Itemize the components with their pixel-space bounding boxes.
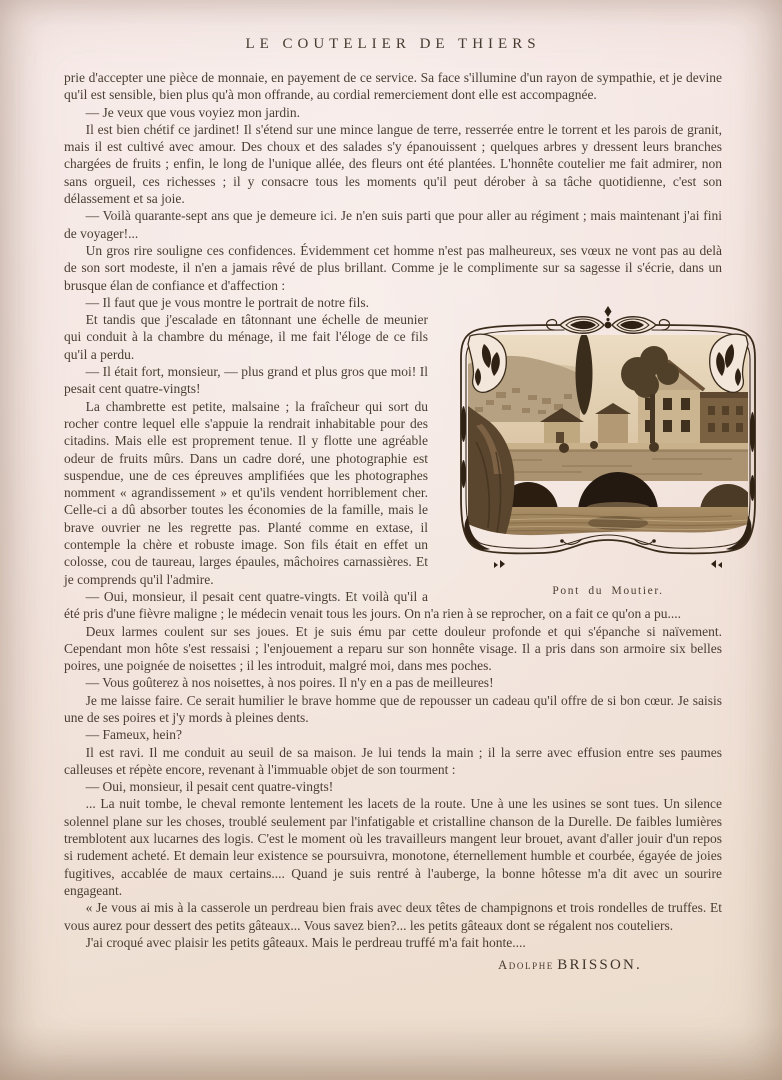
page-title: LE COUTELIER DE THIERS [245,36,541,52]
article-body [64,69,722,974]
author-signature [64,956,722,974]
text-paragraph: La chambrette est petite, malsaine ; la fraîcheur qui sort du rocher contre lequel elle s'appuie la rendrait inhabitable pour des citadins. Mais elle est proprement tenue. Il y flotte une agréable odeur de fruits mûrs. Dans un cadre doré, une photographie est suspendue, une de ces épreuves amplifiées que les photographes nomment « agrandissement » et qu'ils vendent horriblement cher. Celle-ci a dû absorber toutes les économies de la famille, mais le brave ouvrier ne les regrette pas. Planté comme en extase, il contemple la chère et robuste image. Son fils était en effet un colosse, cou de taureau, larges épaules, mâchoires carnassières. Et je comprends qu'il l'admire. [64,398,428,587]
text-paragraph: « Je vous ai mis à la casserole un perdreau bien frais avec deux têtes de champignons et trois rondelles de truffes. Et vous aurez pour dessert des petits gâteaux... Vous savez bien?... les petits gâteaux dont se régalent nos couteliers. [64,900,722,933]
dialogue-paragraph: — Vous goûterez à nos noisettes, à nos poires. Il n'y en a pas de meilleures! [85,675,494,691]
text-paragraph: Un gros rire souligne ces confidences. Évidemment cet homme n'est pas malheureux, ses vœux ne vont pas au delà de son sort modeste, il n'en a jamais rêvé de plus brillant. Comme je le complimente sur sa sagesse il s'écrie, dans un brusque élan de confiance et d'affection : [64,242,722,293]
dialogue-paragraph: — Voilà quarante-sept ans que je demeure ici. Je n'en suis parti que pour aller au régiment ; mais maintenant j'ai fini de voyager!... [64,208,722,241]
dialogue-paragraph: — Je veux que vous voyiez mon jardin. [85,104,301,120]
text-paragraph: Il est ravi. Il me conduit au seuil de sa maison. Je lui tends la main ; il la serre avec effusion entre ses paumes calleuses et répète encore, revenant à l'immuable objet de son tourment : [64,744,722,777]
text-paragraph: Je me laisse faire. Ce serait humilier le brave homme que de repousser un cadeau qu'il offre de si bon cœur. Je saisis une de ses poires et j'y mords à pleines dents. [64,692,722,725]
author-first-name: Adolphe [498,958,554,973]
dialogue-paragraph: — Fameux, hein? [85,727,182,743]
text-paragraph: Et tandis que j'escalade en tâtonnant une échelle de meunier qui conduit à la chambre du ménage, il me fait l'éloge de ce fils qu'il a perdu. [64,312,428,362]
dialogue-paragraph: — Oui, monsieur, il pesait cent quatre-vingts! [85,779,334,795]
author-last-name: BRISSON. [557,957,642,974]
dialogue-paragraph: — Il était fort, monsieur, — plus grand et plus gros que moi! Il pesait cent quatre-vingts! [64,364,428,397]
dialogue-paragraph: — Il faut que je vous montre le portrait de notre fils. [85,294,370,310]
photo-figure [442,302,774,600]
dialogue-paragraph: — Oui, monsieur, il pesait cent quatre-vingts. Et voilà qu'il a été pris d'une fièvre maligne ; le médecin venait tous les jours. On n'a rien à se reprocher, on a fait ce qu'on a pu.... [64,588,682,622]
text-paragraph: ... La nuit tombe, le cheval remonte lentement les lacets de la route. Une à une les usines se sont tues. Un silence solennel plane sur les choses, troublé seulement par l'infatigable et cristalline chanson de la Durelle. De faibles lumières tremblotent aux lucarnes des logis. C'est le moment où les travailleurs mangent leur brouet, avant d'aller jouir d'un repos si rudement acheté. Et demain leur existence se poursuivra, monotone, éternellement humble et courbée, égayée de joies fugitives, accablée de maux certains.... Quand je suis rentré à l'auberge, la bonne hôtesse m'a dit avec un sourire engageant. [64,796,722,898]
text-paragraph: prie d'accepter une pièce de monnaie, en payement de ce service. Sa face s'illumine d'un rayon de sympathie, et je devine qu'il est sensible, bien plus qu'à mon offrande, au cordial remerciement dont elle est accompagnée. [64,70,722,103]
text-paragraph: Il est bien chétif ce jardinet! Il s'étend sur une mince langue de terre, resserrée entre le torrent et les parois de granit, mais il est cultivé avec amour. Des choux et des salades s'y épanouissent ; quelques arbres y dressent leurs branches chargées de fruits ; enfin, le long de l'unique allée, des fleurs ont été plantées. L'honnête coutelier me fait admirer, non sans orgueil, ces richesses ; il y consacre tous les moments qu'il peut dérober à sa tâche quotidienne, c'est son délassement et sa joie. [64,121,722,207]
photo-caption: Pont du Moutier. [552,584,664,597]
text-paragraph: J'ai croqué avec plaisir les petits gâteaux. Mais le perdreau truffé m'a fait honte.... [85,934,526,950]
art-nouveau-framed-bridge-photo [442,302,774,582]
text-paragraph: Deux larmes coulent sur ses joues. Et je suis ému par cette douleur profonde et qui s'épanche si naïvement. Cependant mon hôte s'est ressaisi ; l'enjouement a reparu sur son honnête visage. Il a pris dans son armoire six belles poires, une poignée de noisettes ; il les introduit, malgré moi, dans mes poches. [64,623,722,674]
